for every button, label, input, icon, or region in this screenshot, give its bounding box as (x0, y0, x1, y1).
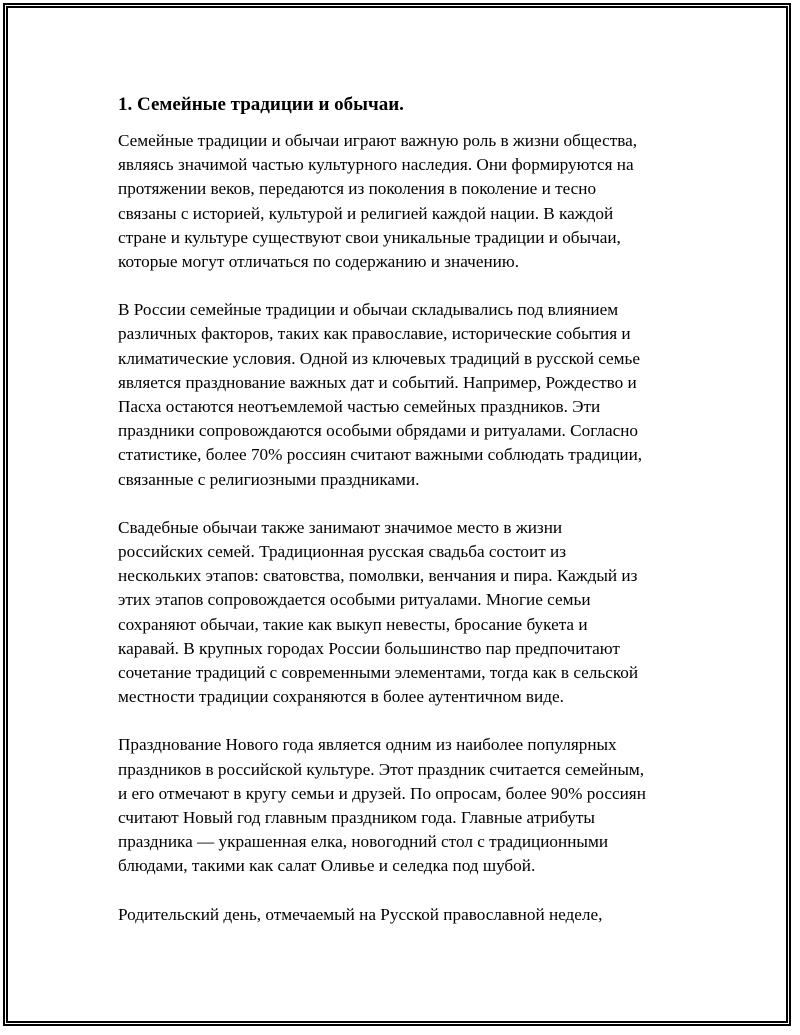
text-line: этих этапов сопровождается особыми ритуалами. Многие семьи (118, 590, 591, 610)
text-line: статистике, более 70% россиян считают важными соблюдать традиции, (118, 445, 643, 465)
paragraph-2 (118, 298, 698, 492)
text-line: климатические условия. Одной из ключевых традиций в русской семье (118, 348, 641, 368)
paragraph-3 (118, 516, 698, 710)
text-line: российских семей. Традиционная русская свадьба состоит из (118, 542, 567, 562)
text-line: и его отмечают в кругу семьи и друзей. По опросам, более 90% россиян (118, 783, 646, 803)
text-line: каравай. В крупных городах России большинство пар предпочитают (118, 638, 620, 658)
text-line: различных факторов, таких как православие, исторические события и (118, 324, 631, 344)
text-line: местности традиции сохраняются в более аутентичном виде. (118, 687, 564, 707)
text-line: является празднование важных дат и событий. Например, Рождество и (118, 372, 637, 392)
text-line: Пасха остаются неотъемлемой частью семейных праздников. Эти (118, 397, 601, 417)
text-line: Празднование Нового года является одним из наиболее популярных (118, 735, 617, 755)
document-body (118, 93, 698, 951)
text-line: связанные с религиозными праздниками. (118, 469, 420, 489)
text-line: являясь значимой частью культурного наследия. Они формируются на (118, 155, 634, 175)
text-line: праздников в российской культуре. Этот праздник считается семейным, (118, 759, 645, 779)
text-line: протяжении веков, передаются из поколения в поколение и тесно (118, 179, 597, 199)
text-line: праздника — украшенная елка, новогодний стол с традиционными (118, 832, 609, 852)
text-line: которые могут отличаться по содержанию и значению. (118, 252, 519, 272)
text-line: сочетание традиций с современными элементами, тогда как в сельской (118, 663, 639, 683)
paragraph-1 (118, 129, 698, 274)
paragraph-4 (118, 733, 698, 878)
text-line: Свадебные обычаи также занимают значимое место в жизни (118, 517, 563, 537)
text-line: праздники сопровождаются особыми обрядами и ритуалами. Согласно (118, 421, 639, 441)
paragraph-5 (118, 903, 698, 927)
text-line: Семейные традиции и обычаи играют важную роль в жизни общества, (118, 131, 638, 150)
text-line: В России семейные традиции и обычаи складывались под влиянием (118, 300, 619, 320)
text-line: связаны с историей, культурой и религией каждой нации. В каждой (118, 203, 614, 223)
text-line: Родительский день, отмечаемый на Русской православной неделе, (118, 904, 603, 924)
text-line: сохраняют обычаи, такие как выкуп невесты, бросание букета и (118, 614, 588, 634)
text-line: блюдами, такими как салат Оливье и селедка под шубой. (118, 856, 536, 876)
text-line: стране и культуре существуют свои уникальные традиции и обычаи, (118, 227, 621, 247)
text-line: считают Новый год главным праздником года. Главные атрибуты (118, 808, 595, 828)
section-heading: 1. Семейные традиции и обычаи. (118, 94, 404, 115)
text-line: нескольких этапов: сватовства, помолвки, венчания и пира. Каждый из (118, 566, 638, 586)
